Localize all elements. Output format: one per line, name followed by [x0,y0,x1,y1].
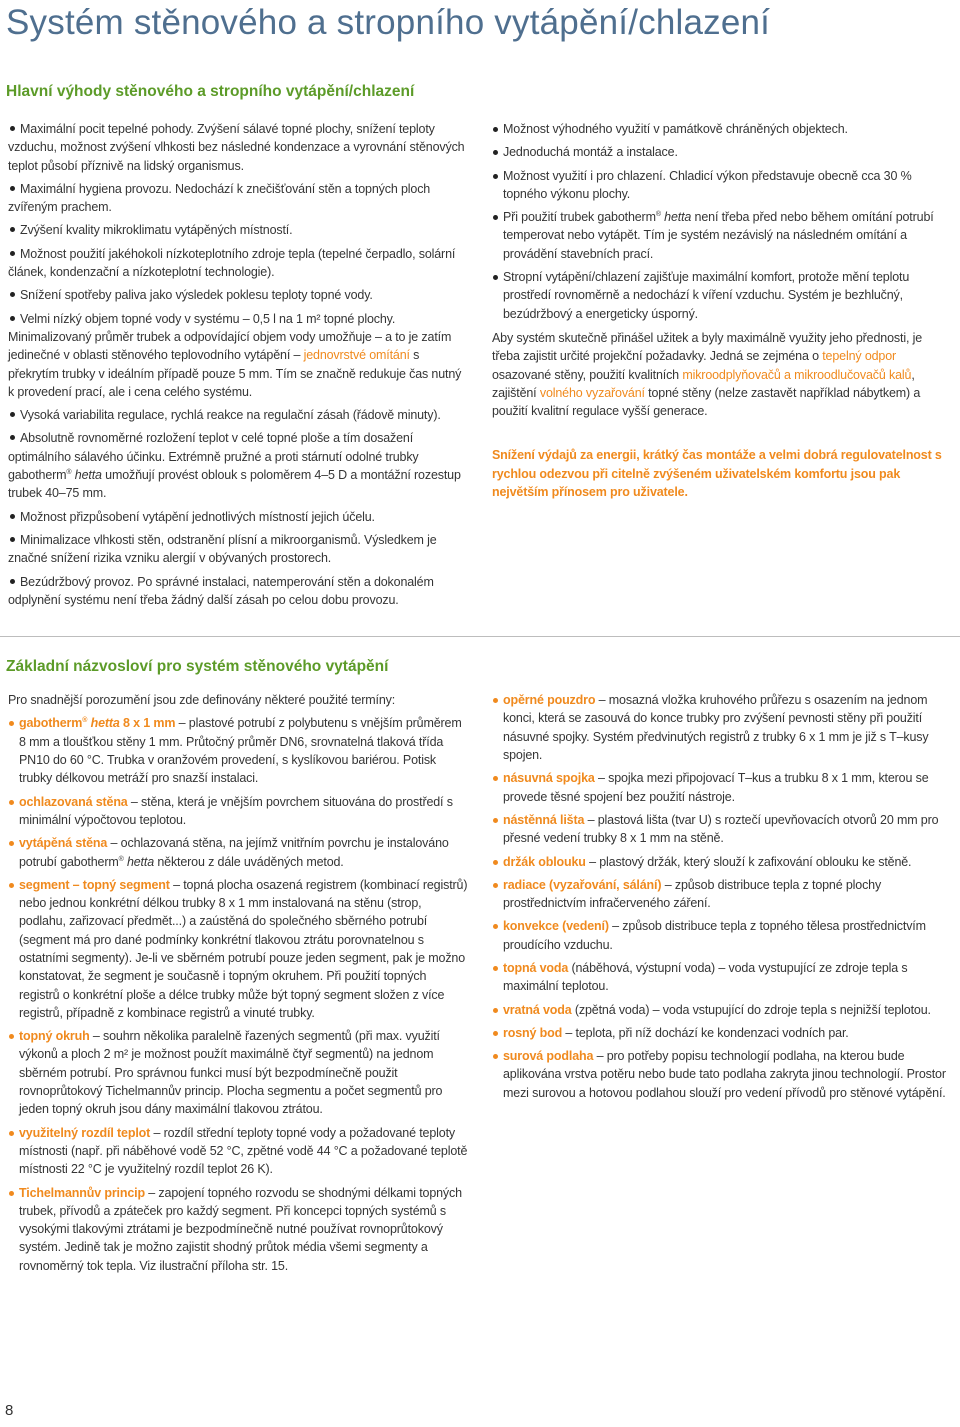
advantage-item [8,406,470,424]
bullet-dot [9,1131,14,1136]
advantage-detail-paragraph [8,328,470,401]
advantages-right-column [492,120,950,501]
glossary-term: vytápěná stěna [19,836,108,851]
glossary-definition: – způsob distribuce tepla z topného tělesa prostřednictvím proudícího vzduchu. [503,919,926,952]
advantage-text: Stropní vytápění/chlazení zajišťuje maximální komfort, protože mění teplotu prostředí rovnoměrně a nedochází k víření vzduchu. Systém je bezhlučný, bezúdržbový a energeticky úsporný. [503,270,910,321]
glossary-item [492,1047,950,1102]
advantage-item [8,120,470,175]
product-name: hetta [74,468,102,483]
advantage-text: není třeba před nebo během omítání potrubí temperovat nebo vytápět. Tím je systém nezávislý na následném omítání a provádění stavebních prací. [503,210,934,261]
advantage-item [8,245,470,282]
advantage-item [8,429,470,502]
advantage-text: Maximální pocit tepelné pohody. Zvýšení sálavé topné plochy, snížení teploty vzduchu, možnost zvýšení vlhkosti bez následné kondenzace a vyrovnání stěnových teplot působí příznivě na lidský organismus. [8,122,465,173]
glossary-term [19,716,175,730]
glossary-item [492,959,950,996]
glossary-term: vratná voda [503,1002,572,1017]
glossary-definition: – rozdíl střední teploty topné vody a požadované teploty místnosti (např. při náběhové vodě 52 °C, zpětné vodě 44 °C a požadované teplotě místnosti 22 °C je využitelný rozdíl teplot 26 K). [19,1125,468,1177]
bullet-dot [493,698,498,703]
detail-highlight: jednovrstvé omítání [303,348,410,363]
glossary-item [492,691,950,764]
bullet-dot [493,966,498,971]
detail-text: Minimalizovaný průměr trubek a odpovídající objem vody umožňuje – a to je zatím jedinečné v oblasti stěnového teplovodního vytápění – [8,329,452,363]
bullet-dot [10,514,15,519]
glossary-term: opěrné pouzdro [503,693,596,708]
advantage-text: Možnost výhodného využití v památkově chráněných objektech. [503,122,848,136]
glossary-definition: (zpětná voda) – voda vstupující do zdroje tepla s nejnižší teplotou. [571,1002,931,1017]
glossary-definition: – mosazná vložka kruhového průřezu s osazením na jednom konci, která se zasouvá do konce trubky pro zvýšení pevnosti stěny při použití násuvné spojky. Systém předvinutých registrů z trubky 6 x 1 mm je již s T–kusy spojen. [503,693,929,763]
glossary-item [8,876,470,1022]
registered-mark: ® [118,855,124,863]
glossary-term: násuvná spojka [503,771,595,786]
glossary-item [492,853,950,871]
glossary-definition: – teplota, při níž dochází ke kondenzaci vodních par. [562,1025,849,1040]
glossary-definition: – plastová lišta (tvar U) s roztečí upevňovacích otvorů 20 mm pro přesné vedení trubky 8 x 1 mm na stěně. [503,812,939,846]
bullet-dot [493,924,498,929]
bullet-dot [10,537,15,542]
advantage-item [492,268,950,323]
page-number: 8 [5,1402,14,1419]
bullet-dot [10,412,15,417]
glossary-left-column [8,691,470,1280]
advantage-text: Velmi nízký objem topné vody v systému – 0,5 l na 1 m² topné plochy. [20,311,396,326]
glossary-term: radiace (vyzařování, sálání) [503,877,662,892]
bullet-dot [9,800,14,805]
advantage-item [492,208,950,263]
paragraph-highlight: mikroodplyňovačů a mikroodlučovačů kalů [682,367,912,382]
glossary-definition: – zapojení topného rozvodu se shodnými délkami topných trubek, přívodů a zpáteček pro každý segment. Při koncepci topných systémů s vysokými tlakovými ztrátami je bezpodmínečně nutné používat rovnoprůtokový systém. Jedině tak je možno zajistit shodný průtok média všemi segmenty a rovnoměrný tok tepla. Viz ilustrační příloha str. 15. [19,1185,462,1273]
advantage-text: Jednoduchá montáž a instalace. [503,145,678,160]
bullet-dot [493,818,498,823]
bullet-dot [9,841,14,846]
glossary-item [492,876,950,913]
glossary-item [492,917,950,954]
bullet-dot [10,579,15,584]
glossary-definition: – plastový držák, který slouží k zafixování oblouku ke stěně. [585,854,912,869]
glossary-definition: některou z dále uváděných metod. [154,854,344,869]
glossary-item [492,1001,950,1019]
bullet-dot [9,1034,14,1039]
advantage-text: Možnost přizpůsobení vytápění jednotlivých místností jejich účelu. [20,509,375,524]
requirements-paragraph [492,329,950,420]
advantage-item [8,508,470,526]
paragraph-highlight: volného vyzařování [539,385,645,400]
product-name: hetta [90,716,120,731]
glossary-definition: – pro potřeby popisu technologií podlaha, na kterou bude aplikována vrstva potěru nebo bude tato podlaha zakryta jinou technologií. Prostor mezi surovou a hotovou podlahou slouží pro vedení přívodů pro stěnové vytápění. [503,1049,946,1100]
paragraph-text: Aby systém skutečně přinášel užitek a byly maximálně využity jeho přednosti, je třeba zajistit určité projekční požadavky. Jedná se zejména o [492,330,923,364]
advantages-right-list [492,120,950,323]
glossary-item [8,1184,470,1275]
glossary-term: topná voda [503,960,569,975]
glossary-item [8,1124,470,1179]
advantage-text: Při použití trubek gabotherm [503,210,656,225]
advantage-text: Maximální hygiena provozu. Nedochází k znečišťování stěn a topných ploch zvířeným prachem. [8,181,431,215]
glossary-intro: Pro snadnější porozumění jsou zde definovány některé použité termíny: [8,693,396,708]
term-text: 8 x 1 mm [119,716,176,731]
glossary-item [492,1024,950,1042]
bullet-dot [9,721,14,726]
advantage-text: Možnost použití jakéhokoli nízkoteplotního zdroje tepla (tepelné čerpadlo, solární článek, kondenzační a nízkoteplotní technologie). [8,246,456,280]
glossary-columns [0,691,960,1280]
bullet-dot [493,1008,498,1013]
advantage-text: Možnost využití i pro chlazení. Chladicí výkon představuje obecně cca 30 % topného výkonu plochy. [503,168,912,201]
paragraph-highlight: tepelný odpor [822,349,897,364]
glossary-section [0,657,960,1280]
glossary-term: surová podlaha [503,1049,594,1064]
benefits-summary: Snížení výdajů za energii, krátký čas montáže a velmi dobrá regulovatelnost s rychlou odezvou při citelně zvýšeném uživatelském komfortu jsou pak největším přínosem pro uživatele. [492,448,942,500]
detail-text: s překrytím trubky v ideálním případě pouze 5 mm. Tím se značně redukuje čas nutný k provedení prací, ale i cena celého systému. [8,348,462,399]
glossary-heading: Základní názvosloví pro systém stěnového vytápění [6,658,389,676]
glossary-definition: (náběhová, výstupní voda) – voda vystupující ze zdroje tepla s maximální teplotou. [503,960,908,994]
glossary-item [8,834,470,871]
glossary-item [492,769,950,806]
advantage-text: Bezúdržbový provoz. Po správné instalaci, natemperování stěn a dokonalém odplynění systému není třeba žádný další zásah po celou dobu provozu. [8,574,434,607]
glossary-definition: – plastové potrubí z polybutenu s vnějším průměrem 8 mm a tloušťkou stěny 1 mm. Průtočný průměr DN6, srovnatelná tlaková třída PN10 do 60 °C. Trubka v oranžovém provedení, s kyslíkovou bariérou. Potisk trubky délkovou metráží pro snazší instalaci. [19,716,462,786]
glossary-term: Tichelmannův princip [19,1185,145,1200]
glossary-right-list [492,691,950,1102]
registered-mark: ® [655,211,661,219]
advantage-text: Minimalizace vlhkosti stěn, odstranění plísní a mikroorganismů. Výsledkem je značné snížení rizika vzniku alergií v obývaných prostorech. [8,532,437,566]
advantages-left-list [8,120,470,609]
glossary-term: využitelný rozdíl teplot [19,1125,151,1140]
glossary-definition: – spojka mezi připojovací T–kus a trubku 8 x 1 mm, kterou se provede těsné spojení bez použití nástroje. [503,771,929,804]
bullet-dot [493,150,498,155]
advantage-item [8,310,470,401]
bullet-dot [9,1191,14,1196]
bullet-dot [493,776,498,781]
glossary-term: rosný bod [503,1025,563,1040]
page-title: Systém stěnového a stropního vytápění/chlazení [6,3,771,42]
advantage-item [8,180,470,217]
advantages-section [0,82,960,614]
bullet-dot [10,227,15,232]
advantage-text: Vysoká variabilita regulace, rychlá reakce na regulační zásah (řádově minuty). [20,408,441,423]
bullet-dot [9,883,14,888]
bullet-dot [493,1054,498,1059]
advantage-text: Snížení spotřeby paliva jako výsledek poklesu teploty topné vody. [20,288,373,303]
advantage-item [8,221,470,239]
bullet-dot [10,292,15,297]
advantages-columns [0,120,960,614]
glossary-definition: – topná plocha osazená registrem (kombinací registrů) nebo jednou konkrétní délkou trubky 8 x 1 mm instalovaná na stěnu (strop, podlahu, zařizovací předmět...) a zaústěná do společného sběrného potrubí (segment má pro dané podmínky konkrétní tlakovou ztrátu porovnatelnou s ostatními segmenty). Je-li ve sběrném potrubí pouze jeden segment, pak je možno konstatovat, že segment je současně i topným okruhem. Při použití topných registrů o konkrétní ploše a délce trubky může být topný segment složen z více registrů, případně z kombinace registrů a vinuté trubky. [19,877,468,1020]
glossary-term: nástěnná lišta [503,812,585,827]
advantage-item [8,286,470,304]
advantage-text: umožňují provést oblouk s poloměrem 4–5 D a montážní rozestup trubek 40–75 mm. [8,468,461,501]
bullet-dot [493,860,498,865]
bullet-dot [493,174,498,179]
glossary-term: ochlazovaná stěna [19,794,128,809]
glossary-item [8,793,470,830]
glossary-term: segment – topný segment [19,877,170,892]
glossary-left-list [8,714,470,1275]
glossary-term: konvekce (vedení) [503,919,609,934]
advantage-text: Zvýšení kvality mikroklimatu vytápěných místností. [20,223,293,238]
bullet-dot [10,126,15,131]
registered-mark: ® [82,717,88,725]
advantage-text: Absolutně rovnoměrné rozložení teplot v celé topné ploše a tím dosažení optimálního sálavého účinku. Extrémně pružné a proti stárnutí odolné trubky gabotherm [8,431,419,483]
bullet-dot [493,215,498,220]
advantage-item [492,120,950,138]
advantage-item [8,531,470,568]
paragraph-text: topné stěny (nelze zastavět například nábytkem) a použití kvalitní regulace vyšší generace. [492,385,921,419]
glossary-term: topný okruh [19,1029,90,1044]
bullet-dot [10,251,15,256]
bullet-dot [493,1031,498,1036]
glossary-definition: – souhrn několika paralelně řazených segmentů (při max. využití výkonů a ploch 2 m² je možnost použít maximálně čtyř segmentů) na jednom sběrném potrubí. Pro správnou funkci musí být bezpodmínečně použit rovnoprůtokový Tichelmannův princip. Plocha segmentu a počet segmentů pro jeden topný okruh jsou dány maximální tlakovou ztrátou. [19,1029,443,1117]
glossary-definition: – ochlazovaná stěna, na jejímž vnitřním povrchu je instalováno potrubí gabotherm [19,836,449,869]
advantage-item [8,573,470,610]
bullet-dot [10,186,15,191]
advantages-left-column [8,120,470,614]
product-name: hetta [664,210,692,225]
glossary-definition: – stěna, která je vnějším povrchem situována do prostředí s minimální výpočtovou teplotou. [19,794,453,827]
bullet-dot [10,316,15,321]
section-divider [0,636,960,637]
bullet-dot [493,275,498,280]
glossary-item [492,811,950,848]
bullet-dot [10,435,15,440]
glossary-definition: – způsob distribuce tepla z topné plochy prostřednictvím infračerveného záření. [503,877,882,911]
advantage-item [492,143,950,161]
advantages-heading: Hlavní výhody stěnového a stropního vytápění/chlazení [6,83,415,100]
glossary-right-column [492,691,950,1107]
bullet-dot [493,883,498,888]
paragraph-text: osazované stěny, použití kvalitních [492,367,683,382]
product-name: hetta [126,854,155,869]
paragraph-text: , zajištění [492,367,915,400]
registered-mark: ® [66,469,72,477]
glossary-item [8,1027,470,1118]
glossary-term: držák oblouku [503,854,586,869]
bullet-dot [493,127,498,132]
advantage-item [492,167,950,204]
glossary-item [8,714,470,787]
term-text: gabotherm [19,716,83,731]
